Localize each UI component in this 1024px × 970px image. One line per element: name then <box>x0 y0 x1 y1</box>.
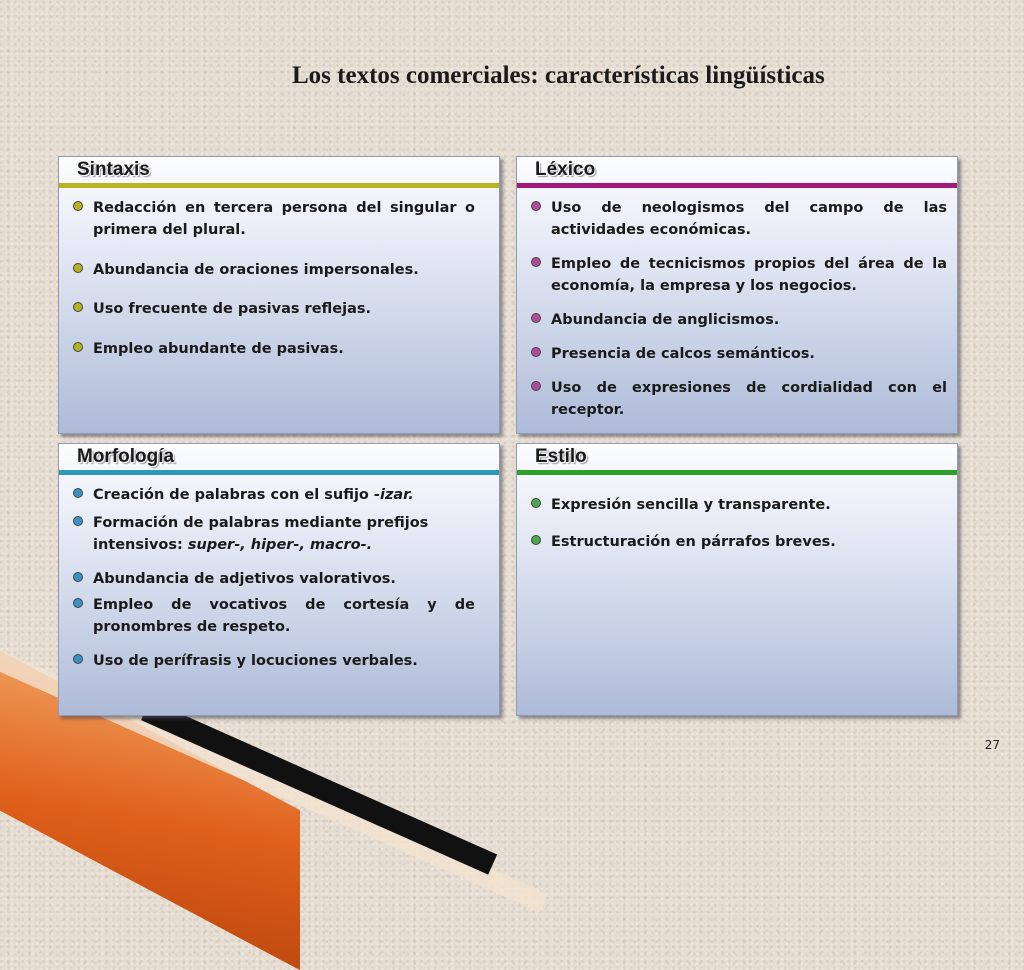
accent-bar <box>517 183 957 188</box>
accent-bar <box>517 470 957 475</box>
list-item: Uso de neologismos del campo de las actividades económicas. <box>531 197 947 241</box>
bullet-icon <box>73 302 83 312</box>
panel-header <box>59 157 499 189</box>
list-item: Uso de perífrasis y locuciones verbales. <box>73 650 475 672</box>
panel-title: Morfología <box>77 446 175 467</box>
slide-title: Los textos comerciales: características lingüísticas <box>292 62 825 89</box>
list-item: Presencia de calcos semánticos. <box>531 343 947 365</box>
list-item: Uso frecuente de pasivas reflejas. <box>73 298 475 320</box>
list-item: Formación de palabras mediante prefijos intensivos: super-, hiper-, macro-. <box>73 512 475 556</box>
bullet-icon <box>73 488 83 498</box>
list-item: Abundancia de oraciones impersonales. <box>73 259 475 281</box>
bullet-icon <box>531 201 541 211</box>
list-item: Empleo de vocativos de cortesía y de pronombres de respeto. <box>73 594 475 638</box>
list-item: Estructuración en párrafos breves. <box>531 531 933 553</box>
list-item: Empleo abundante de pasivas. <box>73 338 475 360</box>
bullet-icon <box>73 516 83 526</box>
panel-estilo <box>516 443 958 716</box>
panel-header <box>517 157 957 189</box>
bullet-icon <box>531 381 541 391</box>
list-item: Abundancia de anglicismos. <box>531 309 947 331</box>
bullet-icon <box>73 654 83 664</box>
accent-bar <box>59 183 499 188</box>
item-list <box>531 494 933 553</box>
list-item: Creación de palabras con el sufijo -izar. <box>73 484 475 506</box>
list-item: Redacción en tercera persona del singular o primera del plural. <box>73 197 475 241</box>
panel-title: Sintaxis <box>77 159 150 180</box>
panel-header <box>517 444 957 476</box>
bullet-icon <box>531 257 541 267</box>
bullet-icon <box>73 342 83 352</box>
panel-lexico <box>516 156 958 434</box>
bullet-icon <box>73 263 83 273</box>
list-item: Uso de expresiones de cordialidad con el receptor. <box>531 377 947 421</box>
panel-title: Léxico <box>535 159 596 180</box>
accent-bar <box>59 470 499 475</box>
panel-sintaxis <box>58 156 500 434</box>
list-item: Expresión sencilla y transparente. <box>531 494 933 516</box>
panel-morfologia <box>58 443 500 716</box>
panel-title: Estilo <box>535 446 587 467</box>
item-list <box>73 484 475 672</box>
page-number: 27 <box>984 738 1000 752</box>
list-item: Empleo de tecnicismos propios del área de la economía, la empresa y los negocios. <box>531 253 947 297</box>
bullet-icon <box>73 572 83 582</box>
bullet-icon <box>531 347 541 357</box>
bullet-icon <box>531 498 541 508</box>
bullet-icon <box>73 598 83 608</box>
bullet-icon <box>531 535 541 545</box>
item-list <box>73 197 475 360</box>
list-item: Abundancia de adjetivos valorativos. <box>73 568 475 590</box>
item-list <box>531 197 947 421</box>
panel-header <box>59 444 499 476</box>
bullet-icon <box>73 201 83 211</box>
bullet-icon <box>531 313 541 323</box>
